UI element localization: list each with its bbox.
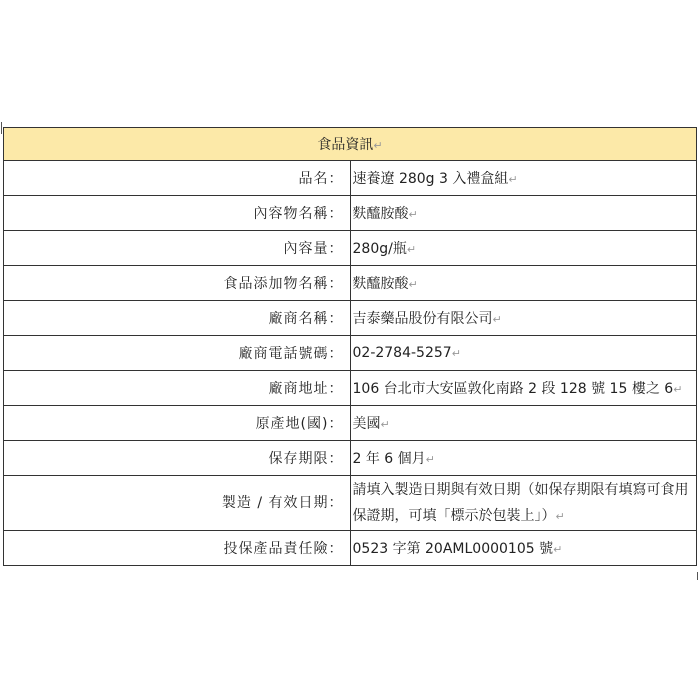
row-value <box>350 336 697 371</box>
row-label: 內容物名稱： <box>4 196 351 231</box>
row-label: 製造 / 有效日期： <box>4 476 351 531</box>
paragraph-mark-icon: ↵ <box>508 173 518 186</box>
row-label: 投保產品責任險： <box>4 531 351 566</box>
table-row <box>4 531 697 566</box>
table-row <box>4 441 697 476</box>
row-value-text: 請填入製造日期與有效日期（如保存期限有填寫可食用保證期，可填「標示於包裝上」） <box>352 481 689 524</box>
table-row <box>4 336 697 371</box>
row-label: 食品添加物名稱： <box>4 266 351 301</box>
row-label: 內容量： <box>4 231 351 266</box>
row-value <box>350 301 697 336</box>
row-value-text: 速養遼 280g 3 入禮盒組 <box>352 171 509 187</box>
table-header-row <box>4 128 697 161</box>
paragraph-mark-icon: ↵ <box>425 453 435 466</box>
row-value-text: 2 年 6 個月 <box>352 451 426 467</box>
paragraph-mark-icon: ↵ <box>373 139 383 152</box>
paragraph-mark-icon: ↵ <box>492 313 502 326</box>
table-header <box>4 128 697 161</box>
table-row <box>4 266 697 301</box>
row-value <box>350 441 697 476</box>
row-value <box>350 476 697 531</box>
row-value-text: 02-2784-5257 <box>352 345 452 361</box>
row-value <box>350 406 697 441</box>
page-edge-mark <box>697 572 698 580</box>
row-value-text: 0523 字第 20AML0000105 號 <box>352 541 554 557</box>
table-row <box>4 196 697 231</box>
paragraph-mark-icon: ↵ <box>380 418 390 431</box>
food-info-table <box>3 127 697 566</box>
paragraph-mark-icon: ↵ <box>408 208 418 221</box>
row-value <box>350 266 697 301</box>
food-info-table-wrapper <box>3 127 697 566</box>
row-value <box>350 196 697 231</box>
paragraph-mark-icon: ↵ <box>555 509 565 523</box>
row-value-text: 美國 <box>352 416 381 432</box>
paragraph-mark-icon: ↵ <box>408 278 418 291</box>
paragraph-mark-icon: ↵ <box>451 347 461 360</box>
table-row <box>4 301 697 336</box>
paragraph-mark-icon: ↵ <box>406 243 417 256</box>
row-value <box>350 371 697 406</box>
table-row <box>4 161 697 196</box>
table-row <box>4 371 697 406</box>
row-value <box>350 531 697 566</box>
row-value-text: 280g/瓶 <box>352 241 407 257</box>
row-value <box>350 161 697 196</box>
row-label: 廠商名稱： <box>4 301 351 336</box>
table-row <box>4 231 697 266</box>
table-row <box>4 476 697 531</box>
paragraph-mark-icon: ↵ <box>673 383 683 396</box>
paragraph-mark-icon: ↵ <box>553 543 563 556</box>
row-value <box>350 231 697 266</box>
page-edge-mark <box>1 122 2 134</box>
row-label: 原產地(國)： <box>4 406 351 441</box>
row-label: 廠商地址： <box>4 371 351 406</box>
row-label: 保存期限： <box>4 441 351 476</box>
table-header-text: 食品資訊 <box>317 137 374 153</box>
row-value-text: 106 台北市大安區敦化南路 2 段 128 號 15 樓之 6 <box>352 381 674 397</box>
row-value-text: 吉泰藥品股份有限公司 <box>352 311 493 327</box>
table-row <box>4 406 697 441</box>
row-label: 品名： <box>4 161 351 196</box>
row-value-text: 麩醯胺酸 <box>352 276 409 292</box>
row-value-text: 麩醯胺酸 <box>352 206 409 222</box>
row-label: 廠商電話號碼： <box>4 336 351 371</box>
